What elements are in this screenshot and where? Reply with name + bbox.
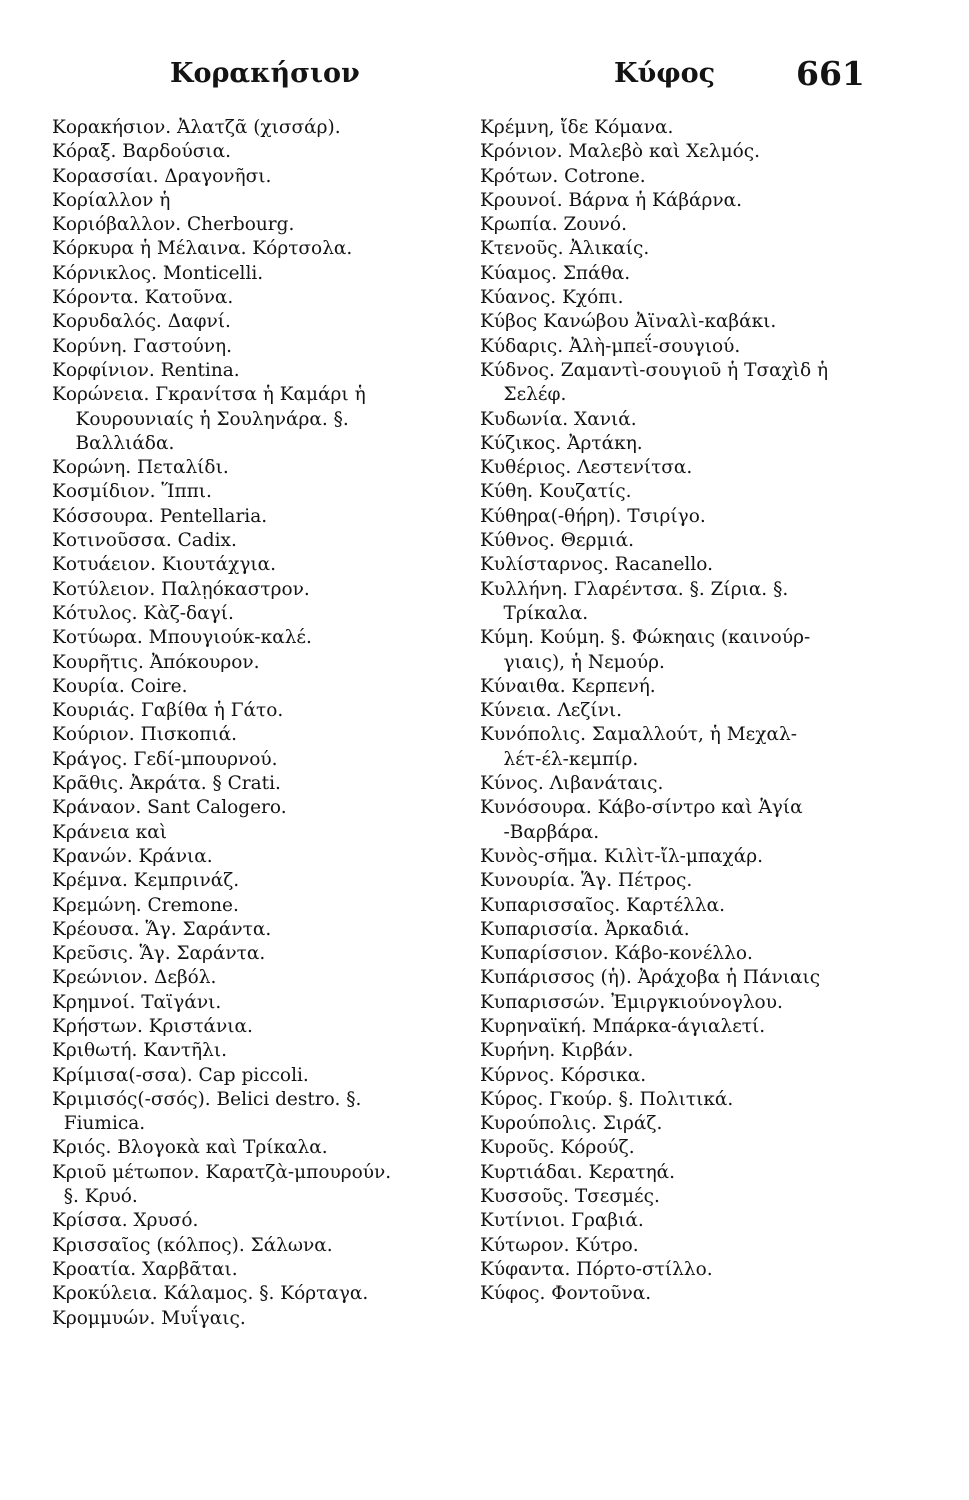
entry-line: Κύφος. Φοντοῦνα.	[480, 1283, 652, 1305]
entry-line: Κυνόπολις. Σαμαλλούτ, ἡ Μεχαλ-	[480, 724, 797, 746]
entry-line: Κοσμίδιον. Ἵππι.	[52, 481, 212, 503]
entry-line: Κύνος. Λιβανάταις.	[480, 773, 664, 795]
entry-line: Κύμη. Κούμη. §. Φώκηαις (καινούρ-	[480, 627, 811, 649]
entry-line: Κύνεια. Λεζίνι.	[480, 700, 623, 722]
entry-line: Τρίκαλα.	[480, 602, 589, 624]
entry-line: Κύρος. Γκούρ. §. Πολιτικά.	[480, 1088, 734, 1110]
entry-line: Κοτυάειον. Κιουτάχγια.	[52, 554, 276, 576]
entry-line: Κρεῦσις. Ἅγ. Σαράντα.	[52, 943, 266, 965]
entry-line: Κύανος. Κχόπι.	[480, 287, 624, 309]
entry-line: Κορύνη. Γαστούνη.	[52, 335, 232, 357]
entry-line: Κρέουσα. Ἅγ. Σαράντα.	[52, 918, 272, 940]
entry-line: Κουρῆτις. Ἀπόκουρον.	[52, 651, 260, 673]
entry-line: Κύτωρον. Κύτρο.	[480, 1234, 639, 1256]
entry-line: Κρουνοί. Βάρνα ἡ Κάβάρνα.	[480, 189, 743, 211]
entry-line: Κροκύλεια. Κάλαμος. §. Κόρταγα.	[52, 1283, 369, 1305]
entry-line: Κρίσσα. Χρυσό.	[52, 1210, 199, 1232]
entry-line: Κύθηρα(-θήρη). Τσιρίγο.	[480, 505, 706, 527]
entry-line: Κριθωτή. Καντῆλι.	[52, 1040, 227, 1062]
entry-line: Κυρούπολις. Σιράζ.	[480, 1113, 663, 1135]
entry-line: Κόσσουρα. Pentellaria.	[52, 505, 268, 527]
entry-line: Κρωπία. Ζουνό.	[480, 214, 627, 236]
entry-line: Κουριάς. Γαβίθα ἡ Γάτο.	[52, 700, 284, 722]
entry-line: Κυσσοῦς. Τσεσμές.	[480, 1186, 660, 1208]
entry-line: λέτ-έλ-κεμπίρ.	[480, 748, 639, 770]
entry-line: Κορώνεια. Γκρανίτσα ἡ Καμάρι ἡ	[52, 384, 366, 406]
entry-line: Κρᾶθις. Ἀκράτα. § Crati.	[52, 773, 281, 795]
entry-line: Κροατία. Χαρβᾶται.	[52, 1258, 238, 1280]
entry-line: Κύαμος. Σπάθα.	[480, 262, 631, 284]
entry-line: Κρέμνα. Κεμπρινάζ.	[52, 870, 240, 892]
entry-line: γιαις), ἡ Νεμούρ.	[480, 651, 665, 673]
entry-line: Κύθη. Κουζατίς.	[480, 481, 632, 503]
entry-line: Κοριόβαλλον. Cherbourg.	[52, 214, 295, 236]
entry-line: Κυνόσουρα. Κάβο-σίντρο καὶ Ἁγία	[480, 797, 803, 819]
entry-line: Κρομμυών. Μυΐγαις.	[52, 1307, 246, 1329]
entry-line: Κριοῦ μέτωπον. Καρατζὰ-μπουρούν.	[52, 1161, 392, 1183]
entry-line: §. Κρυό.	[52, 1186, 138, 1208]
entry-line: -Βαρβάρα.	[480, 821, 600, 843]
entry-line: Κορφίνιον. Rentina.	[52, 359, 240, 381]
entry-line: Κρισσαῖος (κόλπος). Σάλωνα.	[52, 1234, 333, 1256]
entry-line: Κυνουρία. Ἅγ. Πέτρος.	[480, 870, 693, 892]
entry-line: Κουρία. Coire.	[52, 675, 188, 697]
entry-line: Κρόνιον. Μαλεβὸ καὶ Χελμός.	[480, 141, 761, 163]
page-number: 661	[796, 54, 865, 93]
entry-line: Κορυδαλός. Δαφνί.	[52, 311, 231, 333]
entry-line: Κράναον. Sant Calogero.	[52, 797, 287, 819]
entry-line: Κυνὸς-σῆμα. Κιλὶτ-ἴλ-μπαχάρ.	[480, 845, 763, 867]
entry-line: Κυπαρισσαῖος. Καρτέλλα.	[480, 894, 725, 916]
entry-line: Κυπάρισσος (ἡ). Ἀράχοβα ἡ Πάνιαις	[480, 967, 821, 989]
entry-line: Κύρνος. Κόρσικα.	[480, 1064, 647, 1086]
entry-line: Κρίμισα(-σσα). Cap piccoli.	[52, 1064, 309, 1086]
entry-line: Κοτύωρα. Μπουγιούκ-καλέ.	[52, 627, 312, 649]
entry-line: Κρημνοί. Ταϊγάνι.	[52, 991, 222, 1013]
entry-line: Κορώνη. Πεταλίδι.	[52, 457, 229, 479]
entry-line: Βαλλιάδα.	[52, 432, 175, 454]
right-entry-column	[480, 116, 895, 1307]
entry-line: Κυπαρίσσιον. Κάβο-κονέλλο.	[480, 943, 753, 965]
left-entry-column	[52, 116, 462, 1331]
entry-line: Κράνεια καὶ	[52, 821, 167, 843]
entry-line: Κύβος Κανώβου Ἀϊναλὶ-καβάκι.	[480, 311, 777, 333]
entry-line: Κόρνικλος. Monticelli.	[52, 262, 264, 284]
entry-line: Κορακήσιον. Ἀλατζᾶ (χισσάρ).	[52, 117, 341, 138]
entry-line: Κριός. Βλογοκὰ καὶ Τρίκαλα.	[52, 1137, 328, 1159]
entry-line: Κύδαρις. Ἀλὴ-μπεΐ-σουγιού.	[480, 335, 741, 357]
entry-line: Κυλίσταρνος. Racanello.	[480, 554, 713, 576]
entry-line: Κρανών. Κράνια.	[52, 845, 213, 867]
entry-line: Κυπαρισσία. Ἀρκαδιά.	[480, 918, 690, 940]
entry-line: Κράγος. Γεδί-μπουρνού.	[52, 748, 278, 770]
entry-line: Κύζικος. Ἀρτάκη.	[480, 432, 643, 454]
entry-line: Κυροῦς. Κόρούζ.	[480, 1137, 635, 1159]
entry-line: Κυρήνη. Κιρβάν.	[480, 1040, 634, 1062]
entry-line: Κυτίνιοι. Γραβιά.	[480, 1210, 644, 1232]
right-running-head: Κύφος	[614, 58, 716, 89]
entry-line: Κύφαντα. Πόρτο-στίλλο.	[480, 1258, 713, 1280]
page-header	[0, 52, 969, 96]
entry-line: Κριμισός(-σσός). Belici destro. §.	[52, 1088, 362, 1110]
entry-line: Κυθέριος. Λεστενίτσα.	[480, 457, 693, 479]
entry-line: Κυρηναϊκή. Μπάρκα-άγιαλετί.	[480, 1015, 766, 1037]
entry-line: Κυλλήνη. Γλαρέντσα. §. Ζίρια. §.	[480, 578, 789, 600]
entry-line: Κρεμώνη. Cremone.	[52, 894, 239, 916]
entry-line: Κούριον. Πισκοπιά.	[52, 724, 237, 746]
entry-line: Κρέμνη, ἴδε Κόμανα.	[480, 117, 674, 138]
entry-line: Κότυλος. Κὰζ-δαγί.	[52, 602, 234, 624]
entry-line: Κόροντα. Κατοῦνα.	[52, 287, 234, 309]
entry-line: Fiumica.	[52, 1113, 146, 1135]
entry-line: Κόρκυρα ἡ Μέλαινα. Κόρτσολα.	[52, 238, 353, 260]
entry-line: Κυδωνία. Χανιά.	[480, 408, 637, 430]
entry-line: Κρεώνιον. Δεβόλ.	[52, 967, 217, 989]
entry-line: Κοτινοῦσσα. Cadix.	[52, 530, 237, 552]
entry-line: Κυρτιάδαι. Κερατηά.	[480, 1161, 676, 1183]
entry-line: Κορίαλλον ἡ	[52, 189, 171, 211]
entry-line: Σελέφ.	[480, 384, 567, 406]
entry-line: Κύναιθα. Κερπενή.	[480, 675, 656, 697]
entry-line: Κύθνος. Θερμιά.	[480, 530, 634, 552]
entry-line: Κύδνος. Ζαμαντὶ-σουγιοῦ ἡ Τσαχὶδ ἡ	[480, 359, 829, 381]
entry-line: Κόραξ. Βαρδούσια.	[52, 141, 232, 163]
entry-line: Κορασσίαι. Δραγονῆσι.	[52, 165, 272, 187]
entry-line: Κυπαρισσών. Ἐμιργκιούνογλου.	[480, 991, 783, 1013]
entry-line: Κοτύλειον. Παλῃόκαστρον.	[52, 578, 310, 600]
left-running-head: Κορακήσιον	[170, 58, 360, 89]
entry-line: Κρότων. Cotrone.	[480, 165, 646, 187]
entry-line: Κτενοῦς. Ἀλικαίς.	[480, 238, 650, 260]
entry-line: Κρήστων. Κριστάνια.	[52, 1015, 253, 1037]
entry-line: Κουρουνιαίς ἡ Σουληνάρα. §.	[52, 408, 349, 430]
